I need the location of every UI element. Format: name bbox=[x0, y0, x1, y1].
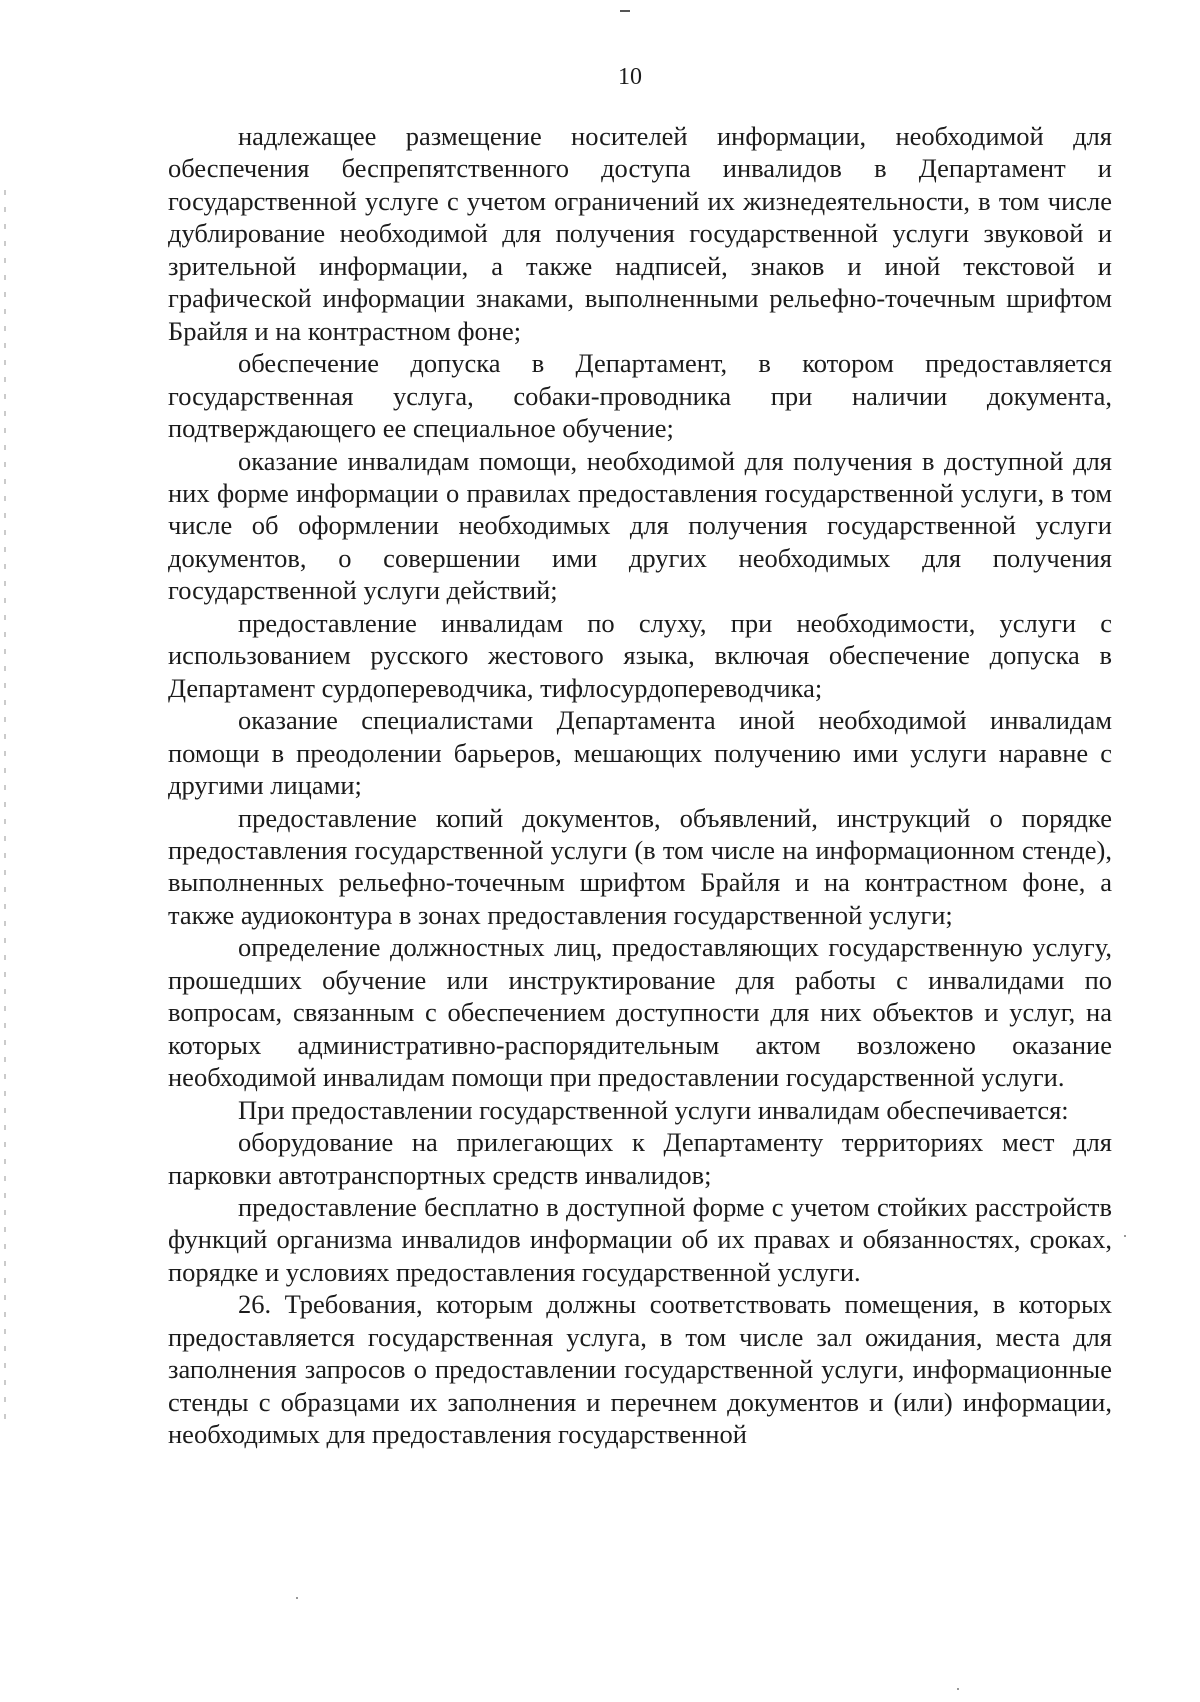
paragraph-provision-intro: При предоставлении государственной услуги инвалидам обеспечивается: bbox=[238, 1094, 1069, 1125]
binding-edge-marks bbox=[4, 190, 6, 1430]
scan-artifact bbox=[620, 10, 630, 12]
paragraph-barrier-help: оказание специалистами Департамента иной необходимой инвалидам помощи в преодолении барьеров, мешающих получению ими услуги наравне с другими лицами; bbox=[168, 705, 1112, 801]
paragraph-signage-braille: надлежащее размещение носителей информации, необходимой для обеспечения беспрепятственного доступа инвалидов в Департамент и государственной услуге с учетом ограничений их жизнедеятельности, в том числе дублирование необходимой для получения государственной услуги звуковой и зрительной информации, а также надписей, знаков и иной текстовой и графической информации знаками, выполненными рельефно-точечным шрифтом Брайля и на контрастном фоне; bbox=[168, 121, 1112, 346]
paragraph-guide-dog: обеспечение допуска в Департамент, в котором предоставляется государственная услуга, собаки-проводника при наличии документа, подтверждающего ее специальное обучение; bbox=[168, 348, 1112, 444]
document-body bbox=[168, 120, 1112, 1451]
paragraph-sign-language: предоставление инвалидам по слуху, при необходимости, услуги с использованием русского жестового языка, включая обеспечение допуска в Департамент сурдопереводчика, тифлосурдопереводчика; bbox=[168, 607, 1112, 703]
paragraph-section-26: 26. Требования, которым должны соответствовать помещения, в которых предоставляется государственная услуга, в том числе зал ожидания, места для заполнения запросов о предоставлении государственной услуги, информационные стенды с образцами их заполнения и перечнем документов и (или) информации, необходимых для предоставления государственной bbox=[168, 1289, 1112, 1450]
paragraph-staff-training: определение должностных лиц, предоставляющих государственную услугу, прошедших обучение или инструктирование для работы с инвалидами по вопросам, связанным с обеспечением доступности для них объектов и услуг, на которых административно-распорядительным актом возложено оказание необходимой инвалидам помощи при предоставлении государственной услуги. bbox=[168, 932, 1112, 1093]
paragraph-parking: оборудование на прилегающих к Департаменту территориях мест для парковки автотранспортных средств инвалидов; bbox=[168, 1127, 1112, 1190]
scan-speck bbox=[957, 1688, 959, 1690]
paragraph-assistance-info: оказание инвалидам помощи, необходимой для получения в доступной для них форме информации о правилах предоставления государственной услуги, в том числе об оформлении необходимых для получения государственной услуги документов, о совершении ими других необходимых для получения государственной услуги действий; bbox=[168, 445, 1112, 606]
paragraph-free-information: предоставление бесплатно в доступной форме с учетом стойких расстройств функций организма инвалидов информации об их правах и обязанностях, сроках, порядке и условиях предоставления государственной услуги. bbox=[168, 1191, 1112, 1287]
page-number: 10 bbox=[618, 64, 642, 90]
scan-speck bbox=[1124, 1235, 1126, 1237]
paragraph-document-copies: предоставление копий документов, объявлений, инструкций о порядке предоставления государственной услуги (в том числе на информационном стенде), выполненных рельефно-точечным шрифтом Брайля и на контрастном фоне, а также аудиоконтура в зонах предоставления государственной услуги; bbox=[168, 802, 1112, 930]
scan-speck bbox=[296, 1597, 298, 1599]
